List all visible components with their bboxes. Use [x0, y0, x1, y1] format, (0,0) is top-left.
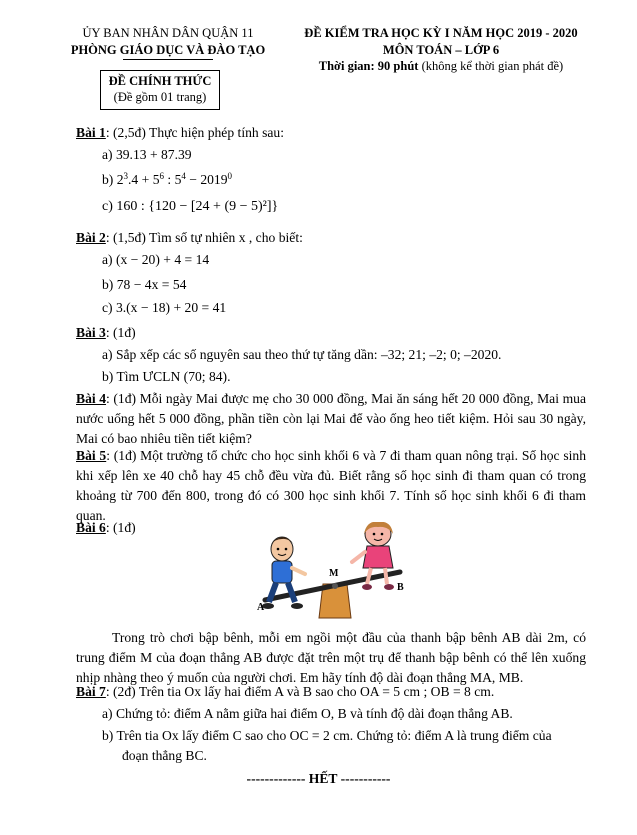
- bai1-a: a) 39.13 + 87.39: [102, 147, 192, 162]
- bai4-text: Bài 4: (1đ) Mỗi ngày Mai được mẹ cho 30 000 đồng, Mai ăn sáng hết 20 000 đồng, Mai mua nước uống hết 5 000 đồng, phần tiền còn lại Mai để vào ống heo tiết kiệm. Hỏi sau 30 ngày, Mai có bao nhiêu tiền tiết kiệm?: [76, 391, 586, 446]
- end-marker: ------------- HẾT -----------: [246, 771, 391, 786]
- bai7-b-line2: đoạn thẳng BC.: [122, 748, 207, 763]
- pivot-point: [332, 583, 338, 589]
- label-b: B: [397, 582, 404, 593]
- label-m: M: [329, 568, 339, 579]
- bai7-b-line1: b) Trên tia Ox lấy điểm C sao cho OC = 2 cm. Chứng tỏ: điểm A là trung điểm của: [102, 728, 552, 743]
- bai1-b: b) $2^3.4 + 5^6$ : $5^4 - 2019^0$: [102, 171, 233, 187]
- bai3-b: b) Tìm ƯCLN (70; 84).: [102, 369, 231, 384]
- bai2-b: b) 78 − 4x = 54: [102, 277, 187, 292]
- bai6-text: Trong trò chơi bập bênh, mỗi em ngồi một đầu của thanh bập bênh AB dài 2m, có trung điểm M của đoạn thẳng AB được đặt trên một trụ để thanh bập bênh có thể lên xuống nhịp nhàng theo ý muốn của người chơi. Em hãy tính độ dài đoạn thẳng MA, MB.: [76, 630, 586, 685]
- bai6-heading: Bài 6: (1đ): [76, 520, 136, 535]
- seesaw-illustration: [255, 522, 415, 622]
- header-right: [296, 25, 586, 59]
- subject-grade: MÔN TOÁN – LỚP 6: [382, 43, 500, 57]
- district-committee: ỦY BAN NHÂN DÂN QUẬN 11: [82, 26, 254, 40]
- education-office: PHÒNG GIÁO DỤC VÀ ĐÀO TẠO: [70, 43, 266, 57]
- exam-title: ĐỀ KIỂM TRA HỌC KỲ I NĂM HỌC 2019 - 2020: [304, 26, 578, 40]
- bai2-heading: Bài 2: (1,5đ) Tìm số tự nhiên x , cho biết:: [76, 230, 303, 245]
- bai2-a: a) (x − 20) + 4 = 14: [102, 252, 210, 267]
- bai3-heading: Bài 3: (1đ): [76, 325, 136, 340]
- bai3-a: a) Sắp xếp các số nguyên sau theo thứ tự tăng dần: –32; 21; –2; 0; –2020.: [102, 347, 502, 362]
- bai1-c: c) 160 : {120 − [24 + (9 − 5)²]}: [102, 199, 279, 214]
- bai1-heading: Bài 1: (2,5đ) Thực hiện phép tính sau:: [76, 125, 284, 140]
- bai7-a: a) Chứng tỏ: điểm A nằm giữa hai điểm O, B và tính độ dài đoạn thẳng AB.: [102, 706, 513, 721]
- exam-time: Thời gian: 90 phút (không kể thời gian phát đề): [318, 59, 564, 73]
- official-note: (Đề gồm 01 trang): [113, 90, 207, 104]
- official-box: [100, 70, 220, 110]
- header-left: [68, 25, 268, 59]
- office-underline: [123, 59, 213, 60]
- label-a: A: [257, 602, 265, 613]
- bai2-c: c) 3.(x − 18) + 20 = 41: [102, 300, 227, 315]
- bai5-text: Bài 5: (1đ) Một trường tổ chức cho học sinh khối 6 và 7 đi tham quan nông trại. Số học sinh khi xếp lên xe 40 chỗ hay 45 chỗ đều vừa đủ. Biết rằng số học sinh đi tham quan có trong khoảng từ 700 đến 800, trong đó có 300 học sinh khối 7. Tính số học sinh khối 6 đi tham quan.: [76, 448, 587, 523]
- bai7-heading: Bài 7: (2đ) Trên tia Ox lấy hai điểm A và B sao cho OA = 5 cm ; OB = 8 cm.: [76, 684, 495, 699]
- official-title: ĐỀ CHÍNH THỨC: [108, 74, 212, 88]
